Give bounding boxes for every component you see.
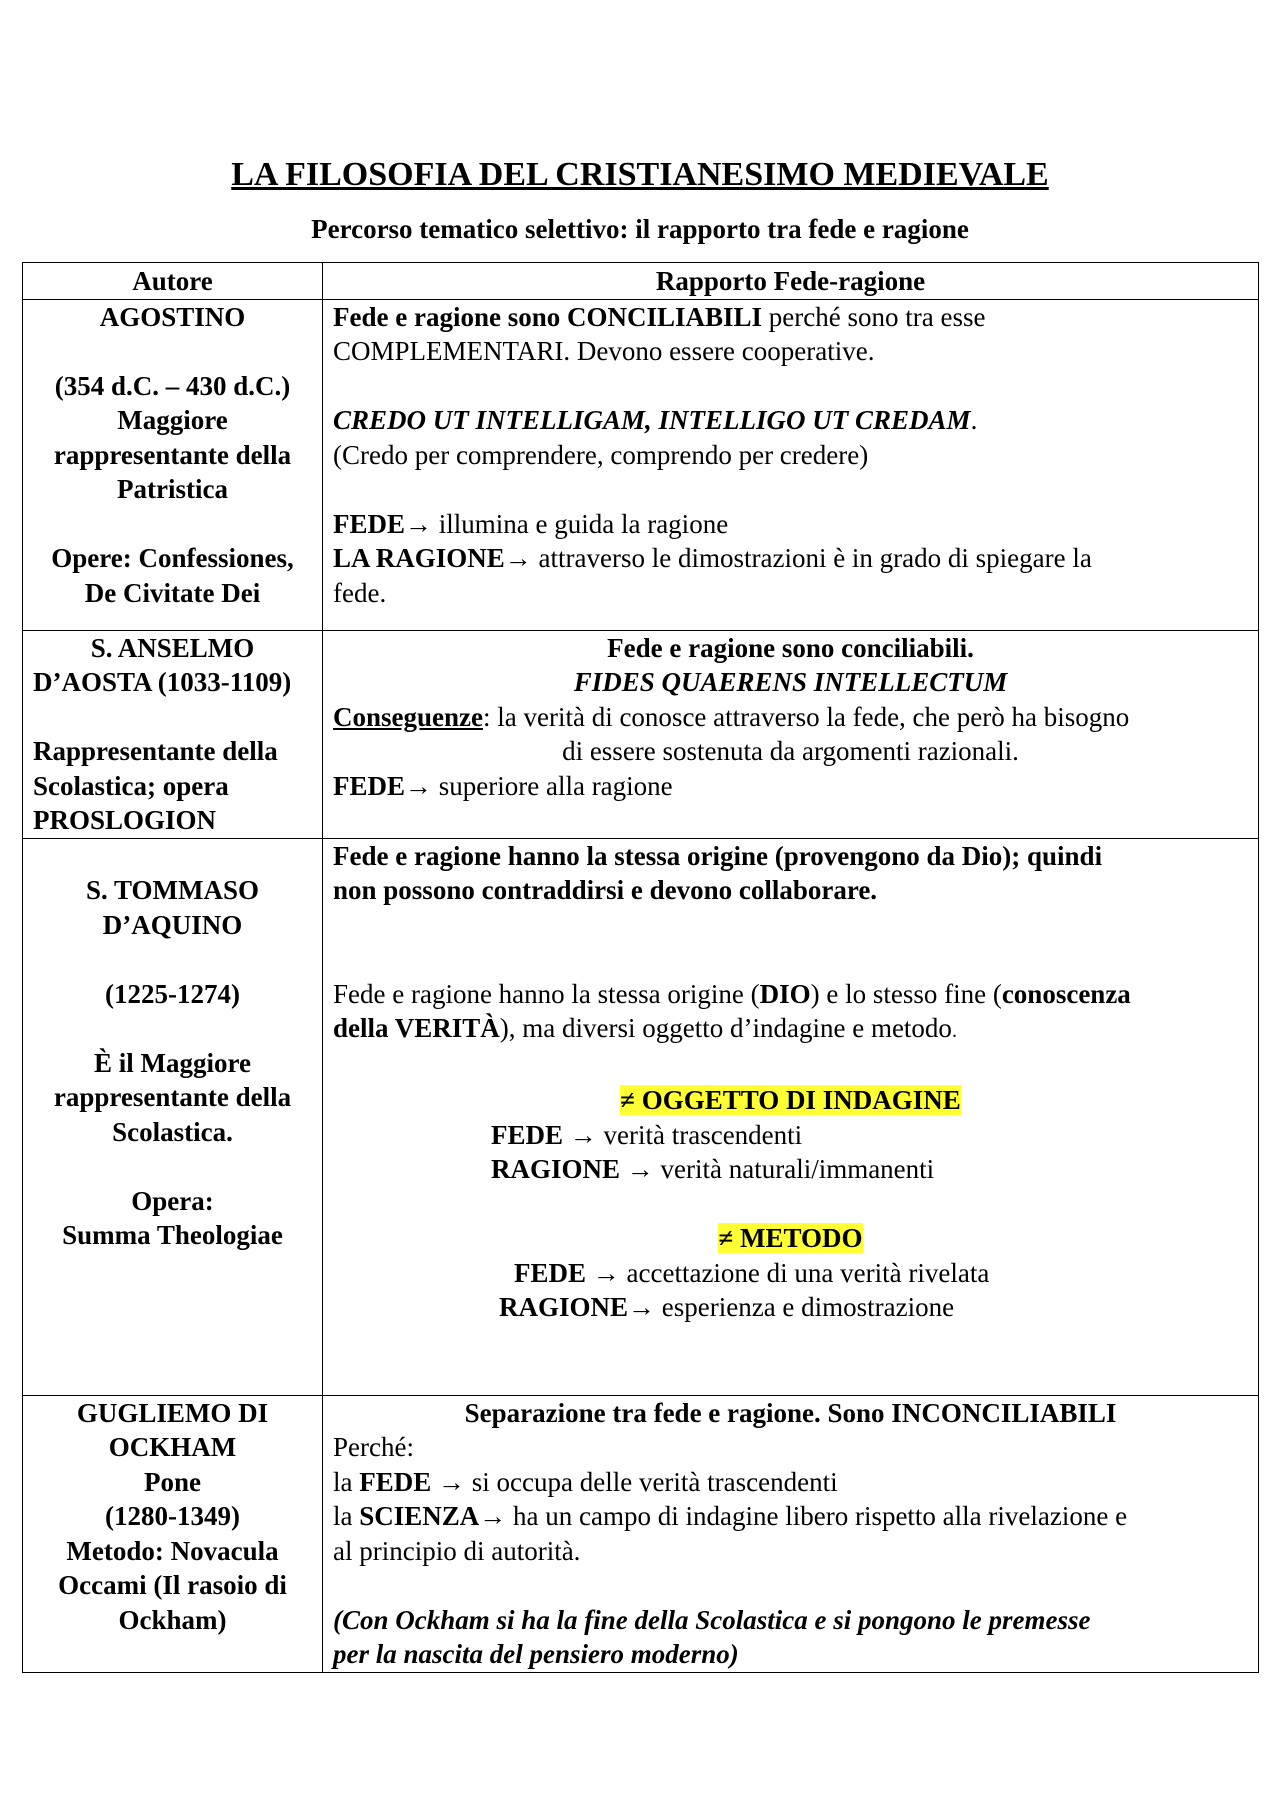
- table-header-row: [23, 263, 1259, 300]
- science-text: al principio di autorità.: [333, 1535, 581, 1566]
- ragione-text: fede.: [333, 577, 387, 608]
- origin-period: .: [951, 1020, 957, 1042]
- motto-period: .: [970, 405, 978, 435]
- author-role: rappresentante della: [53, 439, 292, 470]
- fede-text: verità trascendenti: [596, 1119, 803, 1150]
- ragione-text: esperienza e dimostrazione: [655, 1292, 955, 1322]
- author-name: AGOSTINO: [99, 301, 246, 332]
- author-role: Scolastica; opera: [33, 770, 229, 801]
- fede-text: superiore alla ragione: [432, 770, 673, 801]
- truth-text: della VERITÀ: [333, 1013, 500, 1043]
- table-row: [23, 1395, 1259, 1672]
- comparison-table: [22, 262, 1259, 1673]
- latin-motto: FIDES QUAERENS INTELLECTUM: [573, 667, 1008, 697]
- thesis-heading: Separazione tra fede e ragione. Sono INCONCILIABILI: [464, 1397, 1117, 1428]
- fede-text: si occupa delle verità trascendenti: [465, 1466, 838, 1497]
- author-role: Rappresentante della: [33, 736, 278, 766]
- science-text: ha un campo di indagine libero rispetto alla rivelazione e: [506, 1501, 1128, 1531]
- author-role: Patristica: [117, 474, 228, 504]
- fede-text: illumina e guida la ragione: [432, 508, 729, 539]
- method-heading: ≠ METODO: [718, 1223, 863, 1253]
- header-author: Autore: [23, 263, 323, 300]
- ragione-label: LA RAGIONE→: [333, 543, 532, 573]
- author-cell-ockham: [23, 1395, 323, 1672]
- why-text: Perché:: [333, 1432, 414, 1462]
- origin-text: ) e lo stesso fine (: [810, 978, 1002, 1009]
- author-role: rappresentante della: [53, 1082, 292, 1112]
- author-role: Scolastica.: [112, 1116, 233, 1147]
- closing-note: (Con Ockham si ha la fine della Scolastica e si pongono le premesse: [333, 1604, 1091, 1635]
- author-role: PROSLOGION: [33, 805, 217, 835]
- relation-cell-tommaso: [323, 838, 1259, 1395]
- object-heading: ≠ OGGETTO DI INDAGINE: [620, 1085, 961, 1115]
- fede-label: FEDE →: [359, 1466, 466, 1497]
- fede-text: accettazione di una verità rivelata: [619, 1257, 990, 1288]
- origin-text: ), ma diversi oggetto d’indagine e metodo: [499, 1013, 952, 1043]
- motto-translation: (Credo per comprendere, comprendo per credere): [333, 439, 869, 470]
- header-relation: Rapporto Fede-ragione: [323, 263, 1259, 300]
- thesis-heading: non possono contraddirsi e devono collaborare.: [333, 875, 878, 905]
- author-method: Occami (Il rasoio di: [58, 1570, 287, 1600]
- science-label: SCIENZA→: [359, 1501, 507, 1531]
- knowledge-text: conoscenza: [1001, 978, 1131, 1009]
- author-cell-agostino: [23, 299, 323, 630]
- author-dates: (1225-1274): [105, 978, 240, 1009]
- fede-label: FEDE→: [333, 508, 433, 539]
- author-role: Maggiore: [117, 405, 228, 435]
- author-role: È il Maggiore: [94, 1047, 251, 1078]
- table-row: [23, 299, 1259, 630]
- author-name: S. TOMMASO: [85, 875, 260, 905]
- author-role: Pone: [144, 1466, 201, 1497]
- origin-text: Fede e ragione hanno la stessa origine (: [333, 978, 760, 1009]
- thesis-text: perché sono tra esse: [762, 301, 986, 332]
- author-method: Ockham): [118, 1604, 227, 1635]
- ragione-text: attraverso le dimostrazioni è in grado di spiegare la: [531, 543, 1092, 573]
- relation-cell-ockham: [323, 1395, 1259, 1672]
- ragione-label: RAGIONE →: [491, 1154, 654, 1184]
- page-subtitle: Percorso tematico selettivo: il rapporto tra fede e ragione: [311, 214, 969, 244]
- article-text: la: [333, 1466, 360, 1497]
- relation-cell-agostino: [323, 299, 1259, 630]
- article-text: la: [333, 1501, 360, 1531]
- author-works: Opere: Confessiones,: [51, 543, 294, 573]
- table-row: [23, 630, 1259, 838]
- table-row: [23, 838, 1259, 1395]
- thesis-heading: Fede e ragione sono conciliabili.: [607, 632, 974, 663]
- thesis-bold: Fede e ragione sono CONCILIABILI: [333, 301, 763, 332]
- thesis-heading: Fede e ragione hanno la stessa origine (provengono da Dio); quindi: [333, 840, 1103, 871]
- author-cell-tommaso: [23, 838, 323, 1395]
- author-works: De Civitate Dei: [84, 577, 261, 608]
- fede-label: FEDE →: [491, 1119, 597, 1150]
- fede-label: FEDE →: [514, 1257, 620, 1288]
- author-method: Metodo: Novacula: [66, 1535, 279, 1566]
- author-dates: (354 d.C. – 430 d.C.): [54, 370, 291, 401]
- author-name: OCKHAM: [108, 1432, 237, 1462]
- consequences-text: : la verità di conosce attraverso la fede, che però ha bisogno: [483, 701, 1130, 732]
- thesis-text: COMPLEMENTARI. Devono essere cooperative.: [333, 336, 875, 366]
- author-name: S. ANSELMO: [90, 632, 255, 663]
- dio-text: DIO: [759, 978, 811, 1009]
- ragione-label: RAGIONE→: [499, 1292, 656, 1322]
- author-cell-anselmo: [23, 630, 323, 838]
- author-name: D’AOSTA (1033-1109): [33, 667, 292, 697]
- author-works: Summa Theologiae: [62, 1220, 283, 1250]
- consequences-label: Conseguenze: [333, 701, 483, 732]
- page-title: LA FILOSOFIA DEL CRISTIANESIMO MEDIEVALE: [231, 156, 1049, 193]
- closing-note: per la nascita del pensiero moderno): [333, 1639, 739, 1669]
- fede-label: FEDE→: [333, 770, 433, 801]
- author-dates: (1280-1349): [105, 1501, 240, 1531]
- latin-motto: CREDO UT INTELLIGAM, INTELLIGO UT CREDAM: [333, 405, 971, 435]
- ragione-text: verità naturali/immanenti: [653, 1154, 935, 1184]
- relation-cell-anselmo: [323, 630, 1259, 838]
- author-name: GUGLIEMO DI: [76, 1397, 269, 1428]
- author-name: D’AQUINO: [102, 909, 243, 940]
- author-works: Opera:: [131, 1185, 214, 1216]
- consequences-text: di essere sostenuta da argomenti razionali.: [562, 736, 1019, 766]
